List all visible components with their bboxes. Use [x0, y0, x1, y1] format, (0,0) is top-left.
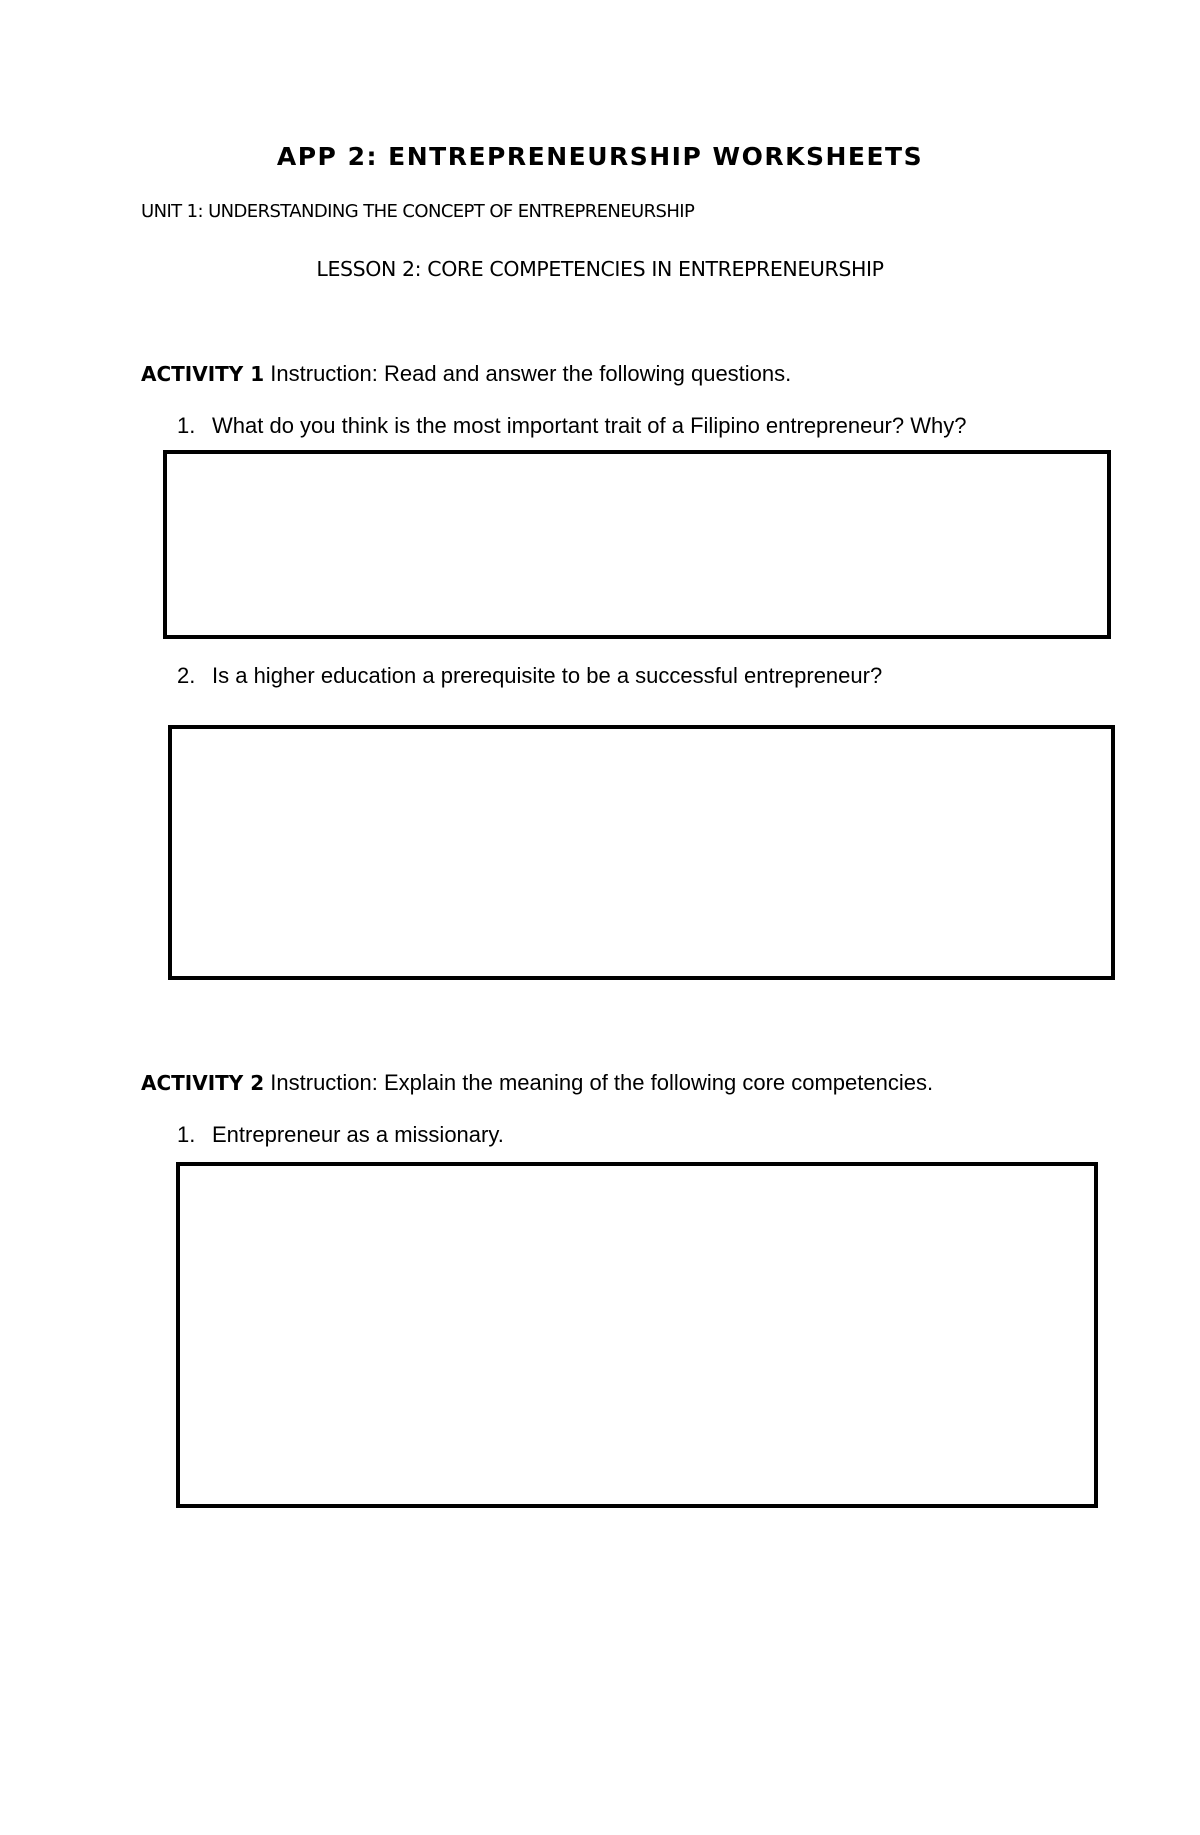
- answer-box-activity-1-q2[interactable]: [168, 725, 1115, 980]
- answer-box-activity-1-q1[interactable]: [163, 450, 1111, 639]
- question-number: 1.: [177, 1122, 196, 1147]
- question-text: What do you think is the most important trait of a Filipino entrepreneur? Why?: [212, 413, 967, 438]
- question-number: 2.: [177, 663, 196, 688]
- lesson-heading: LESSON 2: CORE COMPETENCIES IN ENTREPRENEURSHIP: [316, 257, 884, 281]
- activity-1-question-1: [177, 413, 966, 439]
- activity-2-question-1: [177, 1122, 504, 1148]
- activity-2-label: ACTIVITY 2: [141, 1071, 265, 1095]
- answer-box-activity-2-q1[interactable]: [176, 1162, 1098, 1508]
- question-text: Entrepreneur as a missionary.: [212, 1122, 504, 1147]
- unit-heading: UNIT 1: UNDERSTANDING THE CONCEPT OF ENTREPRENEURSHIP: [141, 201, 695, 222]
- activity-2-instruction: [141, 1070, 933, 1096]
- question-number: 1.: [177, 413, 196, 438]
- activity-1-instruction: [141, 361, 791, 387]
- activity-1-instruction-text: Instruction: Read and answer the following questions.: [264, 361, 792, 386]
- activity-1-label: ACTIVITY 1: [141, 362, 265, 386]
- activity-1-question-2: [177, 663, 882, 689]
- activity-2-instruction-text: Instruction: Explain the meaning of the following core competencies.: [264, 1070, 934, 1095]
- page-title: APP 2: ENTREPRENEURSHIP WORKSHEETS: [276, 142, 924, 171]
- question-text: Is a higher education a prerequisite to be a successful entrepreneur?: [212, 663, 883, 688]
